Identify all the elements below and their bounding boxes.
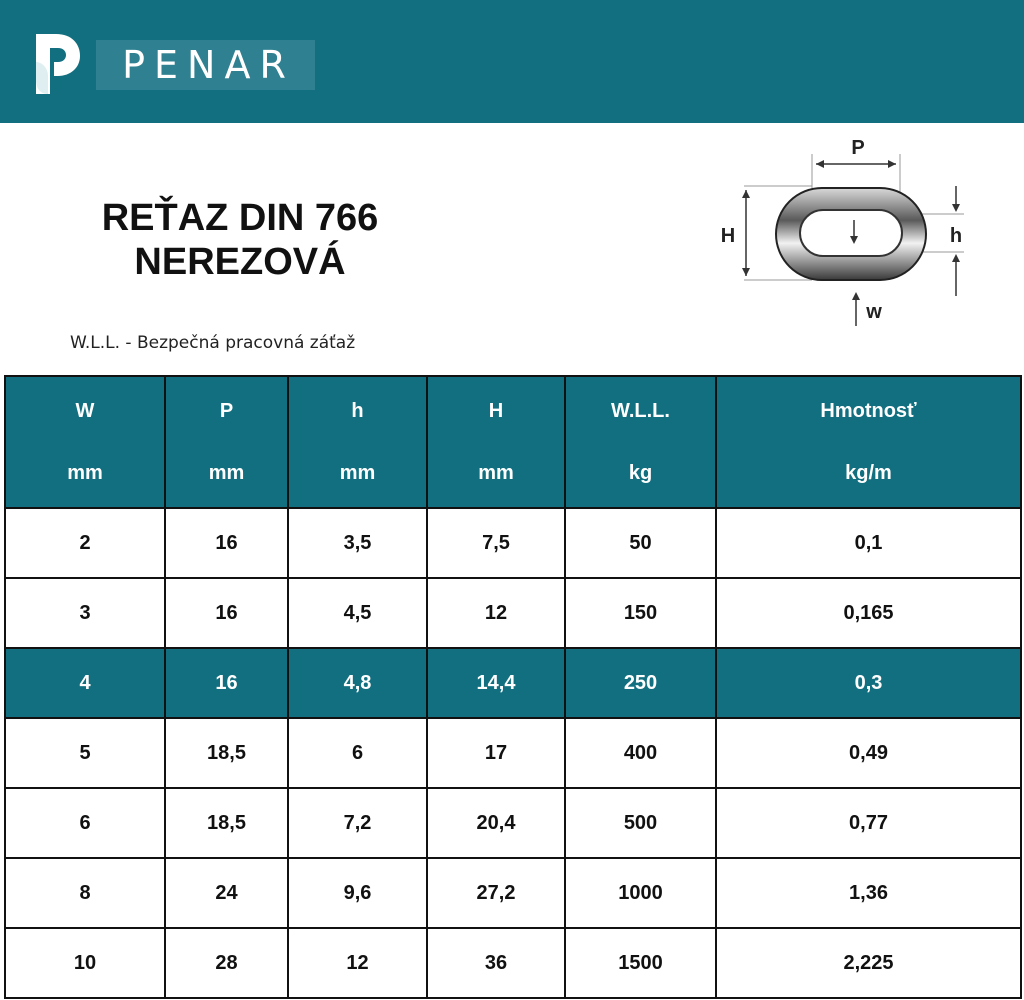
table-cell: 0,1 — [716, 508, 1021, 578]
title-line-2: NEREZOVÁ — [134, 241, 346, 283]
table-cell: 400 — [565, 718, 716, 788]
table-cell: 150 — [565, 578, 716, 648]
table-cell: 24 — [165, 858, 288, 928]
table-cell: 10 — [5, 928, 165, 998]
table-cell: 14,4 — [427, 648, 565, 718]
brand-name: PENAR — [96, 40, 315, 90]
diagram-label-h-outer: H — [720, 225, 736, 247]
table-row — [5, 928, 1021, 998]
table-cell: 28 — [165, 928, 288, 998]
table-cell: 0,49 — [716, 718, 1021, 788]
table-cell: 3,5 — [288, 508, 427, 578]
table-cell: 0,77 — [716, 788, 1021, 858]
spec-table — [4, 375, 1022, 999]
table-cell: 17 — [427, 718, 565, 788]
table-cell: 9,6 — [288, 858, 427, 928]
penar-logo-icon — [34, 32, 80, 96]
table-row — [5, 858, 1021, 928]
table-header-row — [5, 376, 1021, 508]
table-cell: 4 — [5, 648, 165, 718]
table-cell: 50 — [565, 508, 716, 578]
table-cell: 0,3 — [716, 648, 1021, 718]
table-cell: 7,5 — [427, 508, 565, 578]
table-cell: 12 — [288, 928, 427, 998]
table-cell: 3 — [5, 578, 165, 648]
table-cell: 18,5 — [165, 718, 288, 788]
table-cell: 5 — [5, 718, 165, 788]
col-header-h-outer: H mm — [427, 376, 565, 508]
table-row — [5, 788, 1021, 858]
col-header-w: W mm — [5, 376, 165, 508]
table-cell: 4,5 — [288, 578, 427, 648]
header-banner — [0, 0, 1024, 123]
table-cell: 16 — [165, 508, 288, 578]
diagram-label-p: P — [851, 137, 865, 159]
table-cell: 2,225 — [716, 928, 1021, 998]
table-cell: 1500 — [565, 928, 716, 998]
chain-link-diagram — [712, 130, 982, 330]
table-row — [5, 508, 1021, 578]
table-cell: 16 — [165, 578, 288, 648]
diagram-label-w: w — [866, 301, 882, 323]
table-cell: 500 — [565, 788, 716, 858]
table-row — [5, 578, 1021, 648]
table-cell: 18,5 — [165, 788, 288, 858]
table-cell: 16 — [165, 648, 288, 718]
table-cell: 1000 — [565, 858, 716, 928]
table-row — [5, 718, 1021, 788]
col-header-p: P mm — [165, 376, 288, 508]
table-cell: 20,4 — [427, 788, 565, 858]
wll-note: W.L.L. - Bezpečná pracovná záťaž — [70, 333, 356, 353]
col-header-h-inner: h mm — [288, 376, 427, 508]
table-row-highlighted — [5, 648, 1021, 718]
table-cell: 7,2 — [288, 788, 427, 858]
table-cell: 250 — [565, 648, 716, 718]
table-cell: 36 — [427, 928, 565, 998]
table-cell: 12 — [427, 578, 565, 648]
table-cell: 4,8 — [288, 648, 427, 718]
table-cell: 6 — [5, 788, 165, 858]
table-cell: 8 — [5, 858, 165, 928]
col-header-wll: W.L.L. kg — [565, 376, 716, 508]
col-header-weight: Hmotnosť kg/m — [716, 376, 1021, 508]
title-line-1: REŤAZ DIN 766 — [101, 197, 379, 239]
page-title — [40, 196, 440, 284]
table-cell: 6 — [288, 718, 427, 788]
table-cell: 2 — [5, 508, 165, 578]
table-cell: 0,165 — [716, 578, 1021, 648]
table-cell: 27,2 — [427, 858, 565, 928]
table-cell: 1,36 — [716, 858, 1021, 928]
diagram-label-h-inner: h — [949, 225, 963, 247]
